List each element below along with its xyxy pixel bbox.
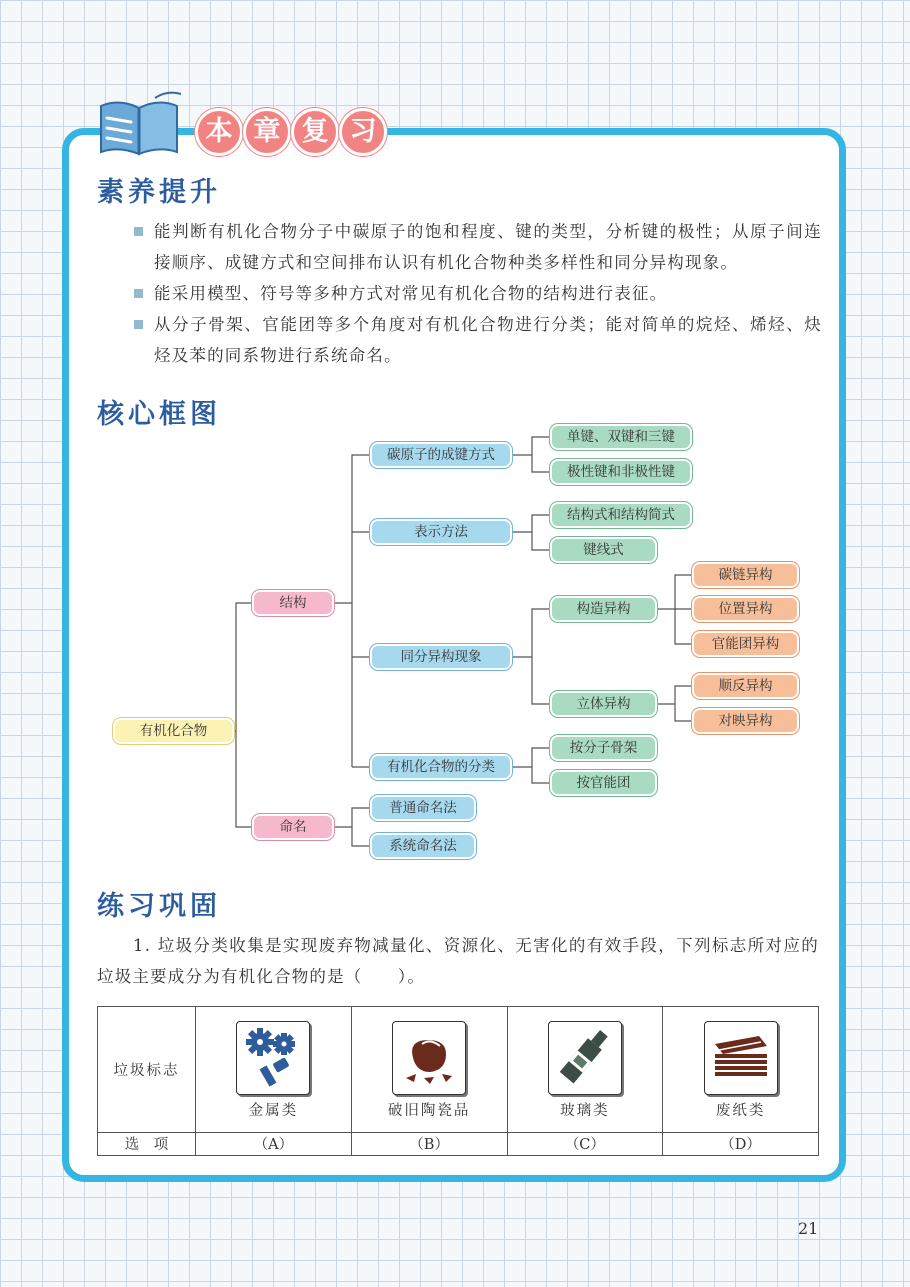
tree-node-naming: 命名	[252, 814, 334, 840]
table-cell	[663, 1007, 819, 1133]
bin-label: 玻璃类	[560, 1102, 610, 1119]
question-text: 1. 垃圾分类收集是实现废弃物减量化、资源化、无害化的有效手段，下列标志所对应的垃圾主要成分为有机化合物的是（ ）。	[97, 936, 819, 986]
list-item: 从分子骨架、官能团等多个角度对有机化合物进行分类；能对简单的烷烃、烯烃、炔烃及苯的同系物进行系统命名。	[132, 309, 822, 371]
bullet-square-icon	[134, 227, 143, 236]
tree-node-classification: 有机化合物的分类	[370, 754, 512, 780]
list-item: 能采用模型、符号等多种方式对常见有机化合物的结构进行表征。	[132, 278, 822, 309]
table-cell	[507, 1007, 663, 1133]
tree-node-constitutional: 构造异构	[550, 596, 657, 622]
garbage-table	[97, 1006, 819, 1156]
section-title-practice: 练习巩固	[97, 891, 221, 922]
tree-node-isomerism: 同分异构现象	[370, 644, 512, 670]
tree-node-systematic-naming: 系统命名法	[370, 833, 476, 859]
table-header-cell: 垃圾标志	[98, 1007, 196, 1133]
book-icon	[95, 88, 187, 160]
tree-node-by-functional-group: 按官能团	[550, 770, 657, 796]
tree-node-functional-isomer: 官能团异构	[692, 631, 799, 657]
table-row	[98, 1132, 819, 1155]
tree-node-bonding: 碳原子的成键方式	[370, 442, 512, 468]
tree-node-position-isomer: 位置异构	[692, 596, 799, 622]
table-header-cell: 选 项	[98, 1132, 196, 1155]
paper-icon	[704, 1021, 778, 1095]
option-cell: （D）	[663, 1132, 819, 1155]
tree-node-cis-trans: 顺反异构	[692, 673, 799, 699]
table-cell	[351, 1007, 507, 1133]
glass-icon	[548, 1021, 622, 1095]
bullet-square-icon	[134, 320, 143, 329]
tree-node-representation: 表示方法	[370, 519, 512, 545]
header-char-2: 章	[243, 108, 291, 156]
literacy-list	[132, 216, 822, 371]
tree-node-common-naming: 普通命名法	[370, 795, 476, 821]
tree-node-root: 有机化合物	[113, 718, 234, 744]
option-cell: （B）	[351, 1132, 507, 1155]
bin-label: 金属类	[248, 1102, 299, 1119]
page-number: 21	[798, 1219, 819, 1238]
tree-node-skeletal-formula: 键线式	[550, 537, 657, 563]
header-char-3: 复	[291, 108, 339, 156]
option-cell: （C）	[507, 1132, 663, 1155]
tree-node-stereo: 立体异构	[550, 691, 657, 717]
section-title-literacy: 素养提升	[97, 177, 221, 208]
section-title-framework: 核心框图	[97, 399, 221, 430]
bullet-square-icon	[134, 289, 143, 298]
tree-node-polar-nonpolar: 极性键和非极性键	[550, 459, 692, 485]
option-cell: （A）	[196, 1132, 352, 1155]
tree-node-by-skeleton: 按分子骨架	[550, 735, 657, 761]
tree-node-enantiomer: 对映异构	[692, 708, 799, 734]
list-item: 能判断有机化合物分子中碳原子的饱和程度、键的类型，分析键的极性；从原子间连接顺序、成键方式和空间排布认识有机化合物种类多样性和同分异构现象。	[132, 216, 822, 278]
bin-label: 废纸类	[715, 1102, 766, 1119]
tree-node-chain-isomer: 碳链异构	[692, 562, 799, 588]
bin-label: 破旧陶瓷品	[387, 1102, 471, 1119]
ceramic-icon	[392, 1021, 466, 1095]
table-cell	[196, 1007, 352, 1133]
table-row	[98, 1007, 819, 1133]
header-char-4: 习	[339, 108, 387, 156]
tree-node-structure: 结构	[252, 590, 334, 616]
header-char-1: 本	[195, 108, 243, 156]
tree-node-single-double-triple: 单键、双键和三键	[550, 424, 692, 450]
tree-node-structural-formula: 结构式和结构简式	[550, 502, 692, 528]
metal-icon	[236, 1021, 310, 1095]
